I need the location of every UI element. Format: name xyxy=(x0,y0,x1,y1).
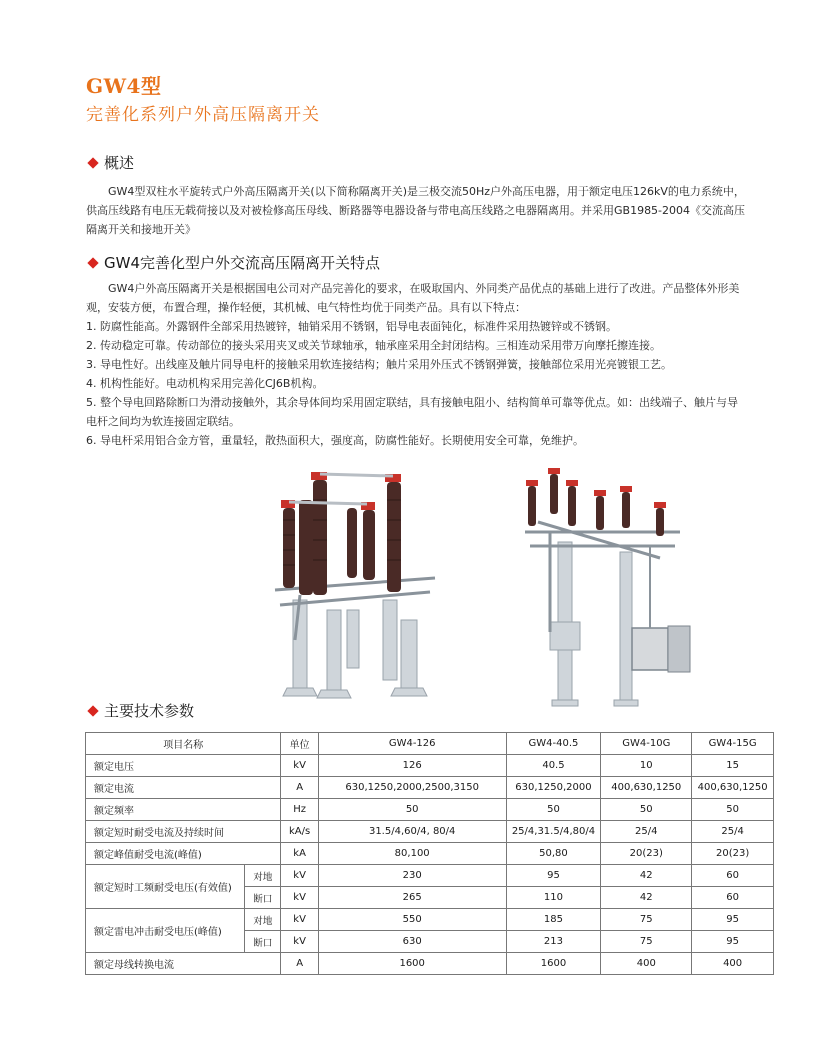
table-header-row xyxy=(86,733,774,755)
diamond-bullet-icon xyxy=(87,157,98,168)
param-group-name: 额定雷电冲击耐受电压(峰值) xyxy=(86,909,245,953)
table-row xyxy=(86,909,774,931)
param-value: 630,1250,2000 xyxy=(506,777,601,799)
param-value: 213 xyxy=(506,931,601,953)
param-name: 额定频率 xyxy=(86,799,281,821)
product-photo-gw4-126 xyxy=(265,460,455,705)
param-value: 42 xyxy=(601,887,692,909)
param-unit: kV xyxy=(281,865,318,887)
param-value: 110 xyxy=(506,887,601,909)
param-value: 95 xyxy=(506,865,601,887)
param-value: 1600 xyxy=(506,953,601,975)
param-unit: kV xyxy=(281,755,318,777)
product-subtitle: 完善化系列户外高压隔离开关 xyxy=(86,105,320,125)
param-unit: Hz xyxy=(281,799,318,821)
feature-item: 6. 导电杆采用铝合金方管，重量轻，散热面积大，强度高，防腐性能好。长期使用安全可靠，免维护。 xyxy=(86,434,584,447)
param-unit: kA/s xyxy=(281,821,318,843)
feature-item: 1. 防腐性能高。外露钢件全部采用热镀锌，轴销采用不锈钢，铝导电表面钝化，标准件采用热镀锌或不锈钢。 xyxy=(86,320,617,333)
table-row xyxy=(86,843,774,865)
features-block xyxy=(86,279,746,450)
param-value: 25/4,31.5/4,80/4 xyxy=(506,821,601,843)
spec-table xyxy=(85,732,774,975)
param-value: 25/4 xyxy=(692,821,774,843)
param-value: 50 xyxy=(506,799,601,821)
param-unit: A xyxy=(281,953,318,975)
param-name: 额定电压 xyxy=(86,755,281,777)
param-value: 60 xyxy=(692,887,774,909)
param-value: 20(23) xyxy=(601,843,692,865)
header-cell: GW4-15G xyxy=(692,733,774,755)
features-heading-label: GW4完善化型户外交流高压隔离开关特点 xyxy=(104,254,381,272)
table-row xyxy=(86,799,774,821)
param-value: 31.5/4,60/4, 80/4 xyxy=(318,821,506,843)
param-value: 50 xyxy=(692,799,774,821)
table-row xyxy=(86,953,774,975)
param-value: 400 xyxy=(692,953,774,975)
table-row xyxy=(86,865,774,887)
param-subname: 对地 xyxy=(245,865,281,887)
param-subname: 断口 xyxy=(245,887,281,909)
header-cell: GW4-126 xyxy=(318,733,506,755)
param-value: 400,630,1250 xyxy=(601,777,692,799)
param-unit: kA xyxy=(281,843,318,865)
param-value: 75 xyxy=(601,931,692,953)
param-value: 80,100 xyxy=(318,843,506,865)
param-value: 15 xyxy=(692,755,774,777)
header-cell: GW4-10G xyxy=(601,733,692,755)
header-cell: 单位 xyxy=(281,733,318,755)
param-value: 42 xyxy=(601,865,692,887)
param-value: 50 xyxy=(318,799,506,821)
diamond-bullet-icon xyxy=(87,705,98,716)
params-heading xyxy=(86,700,194,721)
param-unit: A xyxy=(281,777,318,799)
product-model-title: GW4型 xyxy=(86,74,162,98)
feature-item: 3. 导电性好。出线座及触片同导电杆的接触采用软连接结构；触片采用外压式不锈钢弹簧，接触部位采用光亮镀银工艺。 xyxy=(86,358,672,371)
product-photo-gw4-10g xyxy=(510,462,695,712)
overview-paragraph xyxy=(86,182,746,239)
param-name: 额定电流 xyxy=(86,777,281,799)
param-subname: 对地 xyxy=(245,909,281,931)
diamond-bullet-icon xyxy=(87,257,98,268)
param-value: 400 xyxy=(601,953,692,975)
header-cell: GW4-40.5 xyxy=(506,733,601,755)
features-heading xyxy=(86,252,380,273)
feature-item: 4. 机构性能好。电动机构采用完善化CJ6B机构。 xyxy=(86,377,324,390)
param-value: 550 xyxy=(318,909,506,931)
params-heading-label: 主要技术参数 xyxy=(104,702,195,720)
param-value: 60 xyxy=(692,865,774,887)
param-value: 630,1250,2000,2500,3150 xyxy=(318,777,506,799)
param-value: 400,630,1250 xyxy=(692,777,774,799)
param-unit: kV xyxy=(281,887,318,909)
param-value: 50 xyxy=(601,799,692,821)
param-group-name: 额定短时工频耐受电压(有效值) xyxy=(86,865,245,909)
overview-text: GW4型双柱水平旋转式户外高压隔离开关(以下简称隔离开关)是三极交流50Hz户外高压电器，用于额定电压126kV的电力系统中，供高压线路有电压无载荷接以及对被检修高压母线、断路器等电器设备与带电高压线路之电器隔离用。并采用GB1985-2004《交流高压隔离开关和接地开关》 xyxy=(86,185,746,236)
param-value: 126 xyxy=(318,755,506,777)
param-value: 265 xyxy=(318,887,506,909)
features-intro: GW4户外高压隔离开关是根据国电公司对产品完善化的要求，在吸取国内、外同类产品优点的基础上进行了改进。产品整体外形美观，安装方便，布置合理，操作轻便，其机械、电气特性均优于同类产品。具有以下特点： xyxy=(86,282,740,314)
table-row xyxy=(86,821,774,843)
param-value: 630 xyxy=(318,931,506,953)
param-name: 额定母线转换电流 xyxy=(86,953,281,975)
param-value: 20(23) xyxy=(692,843,774,865)
param-value: 50,80 xyxy=(506,843,601,865)
param-value: 1600 xyxy=(318,953,506,975)
param-unit: kV xyxy=(281,909,318,931)
param-value: 185 xyxy=(506,909,601,931)
param-value: 230 xyxy=(318,865,506,887)
param-value: 40.5 xyxy=(506,755,601,777)
feature-item: 5. 整个导电回路除断口为滑动接触外，其余导体间均采用固定联结，具有接触电阻小、结构简单可靠等优点。如：出线端子、触片与导电杆之间均为软连接固定联结。 xyxy=(86,396,738,428)
param-name: 额定峰值耐受电流(峰值) xyxy=(86,843,281,865)
param-value: 25/4 xyxy=(601,821,692,843)
overview-heading-label: 概述 xyxy=(104,154,135,172)
param-unit: kV xyxy=(281,931,318,953)
table-row xyxy=(86,755,774,777)
param-value: 95 xyxy=(692,931,774,953)
header-cell: 项目名称 xyxy=(86,733,281,755)
table-row xyxy=(86,777,774,799)
overview-heading xyxy=(86,152,134,173)
param-subname: 断口 xyxy=(245,931,281,953)
param-name: 额定短时耐受电流及持续时间 xyxy=(86,821,281,843)
param-value: 10 xyxy=(601,755,692,777)
feature-item: 2. 传动稳定可靠。传动部位的接头采用夹叉或关节球轴承，轴承座采用全封闭结构。三相连动采用带万向摩托擦连接。 xyxy=(86,339,661,352)
param-value: 75 xyxy=(601,909,692,931)
param-value: 95 xyxy=(692,909,774,931)
